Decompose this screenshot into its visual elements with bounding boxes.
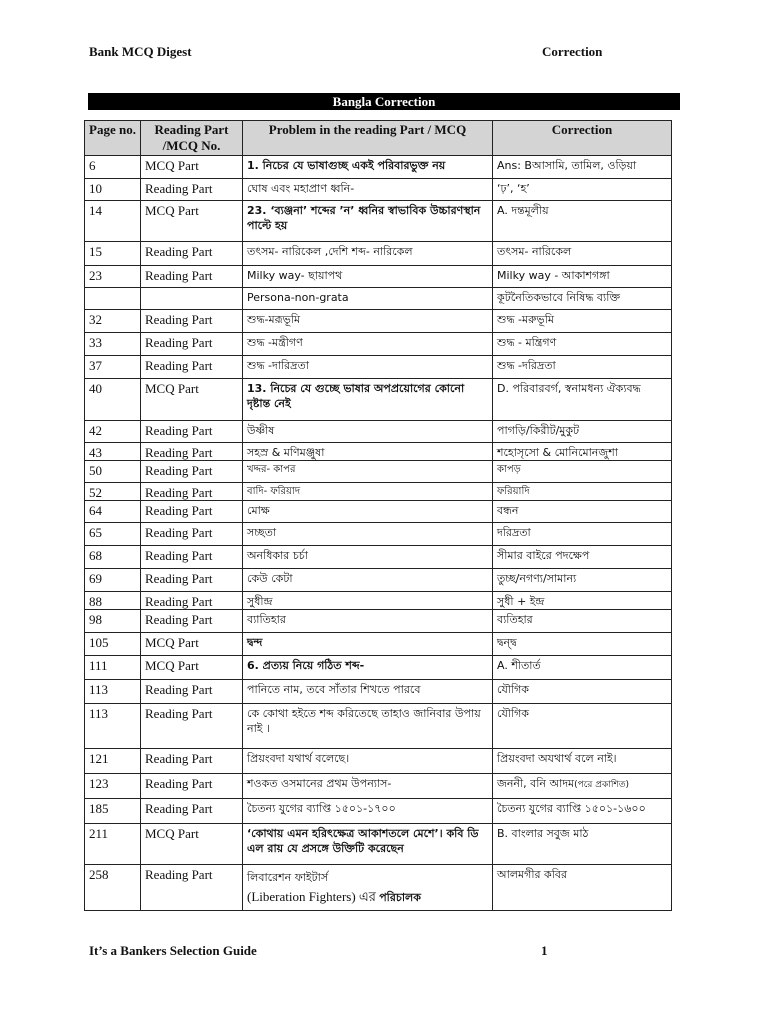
problem-cell: চৈতন্য যুগের ব্যাপ্তি ১৫০১-১৭০০ (243, 799, 493, 824)
reading-part-cell: Reading Part (141, 461, 243, 483)
problem-cell (243, 865, 493, 911)
problem-cell: শওকত ওসমানের প্রথম উপন্যাস- (243, 774, 493, 799)
page-number-cell: 113 (85, 704, 141, 749)
reading-part-cell: Reading Part (141, 310, 243, 333)
page-number-cell: 10 (85, 179, 141, 201)
page-number-cell: 69 (85, 569, 141, 592)
page-number-cell: 23 (85, 266, 141, 288)
reading-part-cell: MCQ Part (141, 656, 243, 680)
page-number-cell: 43 (85, 443, 141, 461)
problem-cell: 1. নিচের যে ভাষাগুচ্ছ একই পরিবারভুক্ত নয় (243, 156, 493, 179)
column-header-problem: Problem in the reading Part / MCQ (243, 121, 493, 156)
problem-cell: উষ্ণীষ (243, 421, 493, 443)
correction-cell: যৌগিক (493, 680, 672, 704)
page-number-cell: 121 (85, 749, 141, 774)
reading-part-cell: Reading Part (141, 242, 243, 266)
correction-cell: তুচ্ছ/নগণ্য/সামান্য (493, 569, 672, 592)
table-row (85, 704, 672, 749)
problem-cell: 13. নিচের যে গুচ্ছে ভাষার অপপ্রয়োগের কোনো দৃষ্টান্ত নেই (243, 379, 493, 421)
page-number-cell: 211 (85, 824, 141, 865)
problem-cell: দ্বন্দ (243, 633, 493, 656)
problem-cell: শুদ্ধ -মন্ত্রীগণ (243, 333, 493, 356)
problem-cell: পানিতে নাম, তবে সাঁতার শিখতে পারবে (243, 680, 493, 704)
column-header-part: Reading Part /MCQ No. (141, 121, 243, 156)
reading-part-cell: Reading Part (141, 421, 243, 443)
problem-cell: বাদি- ফরিয়াদ (243, 483, 493, 501)
reading-part-cell: Reading Part (141, 546, 243, 569)
table-row (85, 569, 672, 592)
correction-cell: D. পরিবারবর্গ, স্বনামধন্য ঐক্যবদ্ধ (493, 379, 672, 421)
reading-part-cell: Reading Part (141, 483, 243, 501)
page-number-cell: 42 (85, 421, 141, 443)
problem-cell: Persona-non-grata (243, 288, 493, 310)
table-row (85, 288, 672, 310)
page-number-cell: 6 (85, 156, 141, 179)
reading-part-cell: Reading Part (141, 749, 243, 774)
reading-part-cell: Reading Part (141, 774, 243, 799)
reading-part-cell: MCQ Part (141, 633, 243, 656)
reading-part-cell: Reading Part (141, 501, 243, 523)
problem-cell: সুধীন্দ্র (243, 592, 493, 610)
reading-part-cell: Reading Part (141, 356, 243, 379)
table-row (85, 680, 672, 704)
table-row (85, 310, 672, 333)
header-title: Bank MCQ Digest (89, 44, 192, 59)
correction-cell: সুধী + ইন্দ্র (493, 592, 672, 610)
table-row (85, 546, 672, 569)
page-number-cell: 65 (85, 523, 141, 546)
reading-part-cell: Reading Part (141, 333, 243, 356)
table-row (85, 201, 672, 242)
table-row (85, 824, 672, 865)
problem-cell: কেউ কেটা (243, 569, 493, 592)
page-number: 1 (541, 943, 548, 958)
reading-part-cell: Reading Part (141, 569, 243, 592)
correction-text: জননী, বনি আদম (497, 777, 575, 790)
problem-cell: প্রিয়ংবদা যথার্থ বলেছে। (243, 749, 493, 774)
reading-part-cell: Reading Part (141, 179, 243, 201)
problem-cell: 23. ‘ব্যঞ্জনা’ শব্দের ’ন’ ধ্বনির স্বাভাবিক উচ্চারণস্থান পাল্টে হয় (243, 201, 493, 242)
reading-part-cell: Reading Part (141, 610, 243, 633)
reading-part-cell: MCQ Part (141, 201, 243, 242)
problem-cell: অনধিকার চর্চা (243, 546, 493, 569)
correction-cell: ব্যতিহার (493, 610, 672, 633)
correction-cell: পাগড়ি/কিরীট/মুকুট (493, 421, 672, 443)
correction-cell: কূটনৈতিকভাবে নিষিদ্ধ ব্যক্তি (493, 288, 672, 310)
page-number-cell: 105 (85, 633, 141, 656)
page-number-cell: 40 (85, 379, 141, 421)
table-row (85, 356, 672, 379)
reading-part-cell: Reading Part (141, 592, 243, 610)
table-row (85, 592, 672, 610)
reading-part-cell: Reading Part (141, 704, 243, 749)
correction-cell: A. দন্তমূলীয় (493, 201, 672, 242)
problem-cell: শুদ্ধ -দারিদ্রতা (243, 356, 493, 379)
problem-cell: সচ্ছতা (243, 523, 493, 546)
correction-cell: চৈতন্য যুগের ব্যাপ্তি ১৫০১-১৬০০ (493, 799, 672, 824)
table-row (85, 379, 672, 421)
page-number-cell: 64 (85, 501, 141, 523)
table-row (85, 865, 672, 911)
correction-cell: শুদ্ধ -দরিদ্রতা (493, 356, 672, 379)
problem-line: লিবারেশন ফাইটার্স (247, 871, 329, 884)
page-number-cell: 32 (85, 310, 141, 333)
table-row (85, 242, 672, 266)
table-row (85, 774, 672, 799)
page-number-cell: 15 (85, 242, 141, 266)
problem-cell: তৎসম- নারিকেল ,দেশি শব্দ- নারিকেল (243, 242, 493, 266)
correction-cell: আলমগীর কবির (493, 865, 672, 911)
page-number-cell: 33 (85, 333, 141, 356)
correction-cell: দ্বন্দ্ব (493, 633, 672, 656)
reading-part-cell: Reading Part (141, 799, 243, 824)
page-number-cell: 185 (85, 799, 141, 824)
problem-cell: ব্যাতিহার (243, 610, 493, 633)
correction-cell: দরিদ্রতা (493, 523, 672, 546)
correction-cell: শুদ্ধ - মন্ত্রিগণ (493, 333, 672, 356)
page-number-cell: 111 (85, 656, 141, 680)
table-row (85, 749, 672, 774)
problem-bold-text: পরিচালক (379, 891, 421, 904)
correction-cell: সীমার বাইরে পদক্ষেপ (493, 546, 672, 569)
correction-table (84, 120, 672, 911)
page-number-cell: 52 (85, 483, 141, 501)
column-header-page: Page no. (85, 121, 141, 156)
page-number-cell (85, 288, 141, 310)
correction-cell: শুদ্ধ -মরুভূমি (493, 310, 672, 333)
table-row (85, 656, 672, 680)
problem-cell: মোক্ষ (243, 501, 493, 523)
page-number-cell: 68 (85, 546, 141, 569)
correction-cell: Milky way - আকাশগঙ্গা (493, 266, 672, 288)
reading-part-cell: Reading Part (141, 266, 243, 288)
table-row (85, 483, 672, 501)
table-row (85, 799, 672, 824)
correction-cell: বন্ধন (493, 501, 672, 523)
page-number-cell: 37 (85, 356, 141, 379)
footer-title: It’s a Bankers Selection Guide (89, 943, 257, 958)
correction-cell: ফরিয়াদি (493, 483, 672, 501)
correction-cell: কাপড় (493, 461, 672, 483)
correction-cell: Ans: Bআসামি, তামিল, ওড়িয়া (493, 156, 672, 179)
correction-cell: A. শীতার্ত (493, 656, 672, 680)
table-row (85, 461, 672, 483)
table-header-row (85, 121, 672, 156)
reading-part-cell (141, 288, 243, 310)
table-row (85, 633, 672, 656)
correction-cell: তৎসম- নারিকেল (493, 242, 672, 266)
problem-cell: Milky way- ছায়াপথ (243, 266, 493, 288)
table-row (85, 156, 672, 179)
correction-cell: B. বাংলার সবুজ মাঠ (493, 824, 672, 865)
table-row (85, 179, 672, 201)
problem-cell: 6. প্রত্যয় নিয়ে গঠিত শব্দ- (243, 656, 493, 680)
header-section: Correction (542, 44, 603, 59)
page-number-cell: 123 (85, 774, 141, 799)
problem-cell: খদ্দর- কাপর (243, 461, 493, 483)
problem-cell: ঘোষ এবং মহাপ্রাণ ধ্বনি- (243, 179, 493, 201)
problem-line (247, 889, 488, 905)
problem-cell: ‘কোথায় এমন হরিৎক্ষেত্র আকাশতলে মেশে’। কবি ডি এল রায় যে প্রসঙ্গে উক্তিটি করেছেন (243, 824, 493, 865)
reading-part-cell: Reading Part (141, 443, 243, 461)
correction-note: (পরে প্রকাশিত) (574, 780, 630, 790)
page-number-cell: 113 (85, 680, 141, 704)
table-row (85, 501, 672, 523)
table-row (85, 266, 672, 288)
problem-english-text: (Liberation Fighters) এর (247, 889, 380, 904)
reading-part-cell: Reading Part (141, 680, 243, 704)
problem-cell: কে কোথা হইতে শব্দ করিতেছে তাহাও জানিবার উপায় নাই । (243, 704, 493, 749)
reading-part-cell: Reading Part (141, 523, 243, 546)
page-number-cell: 14 (85, 201, 141, 242)
table-row (85, 610, 672, 633)
reading-part-cell: MCQ Part (141, 156, 243, 179)
reading-part-cell: MCQ Part (141, 379, 243, 421)
correction-cell (493, 774, 672, 799)
reading-part-cell: Reading Part (141, 865, 243, 911)
section-title-bar: Bangla Correction (88, 93, 680, 110)
page-number-cell: 88 (85, 592, 141, 610)
page-number-cell: 50 (85, 461, 141, 483)
problem-cell: শুদ্ধ-মরূভূমি (243, 310, 493, 333)
reading-part-cell: MCQ Part (141, 824, 243, 865)
correction-cell: প্রিয়ংবদা অযথার্থ বলে নাই। (493, 749, 672, 774)
table-row (85, 421, 672, 443)
correction-cell: শহোসৃসো & মোনিমোনজুশা (493, 443, 672, 461)
table-row (85, 523, 672, 546)
correction-cell: যৌগিক (493, 704, 672, 749)
table-row (85, 443, 672, 461)
page-number-cell: 98 (85, 610, 141, 633)
problem-cell: সহস্র & মণিমঞ্জুষা (243, 443, 493, 461)
correction-cell: ‘ঢ়’, ‘হ’ (493, 179, 672, 201)
table-row (85, 333, 672, 356)
column-header-correction: Correction (493, 121, 672, 156)
page-number-cell: 258 (85, 865, 141, 911)
